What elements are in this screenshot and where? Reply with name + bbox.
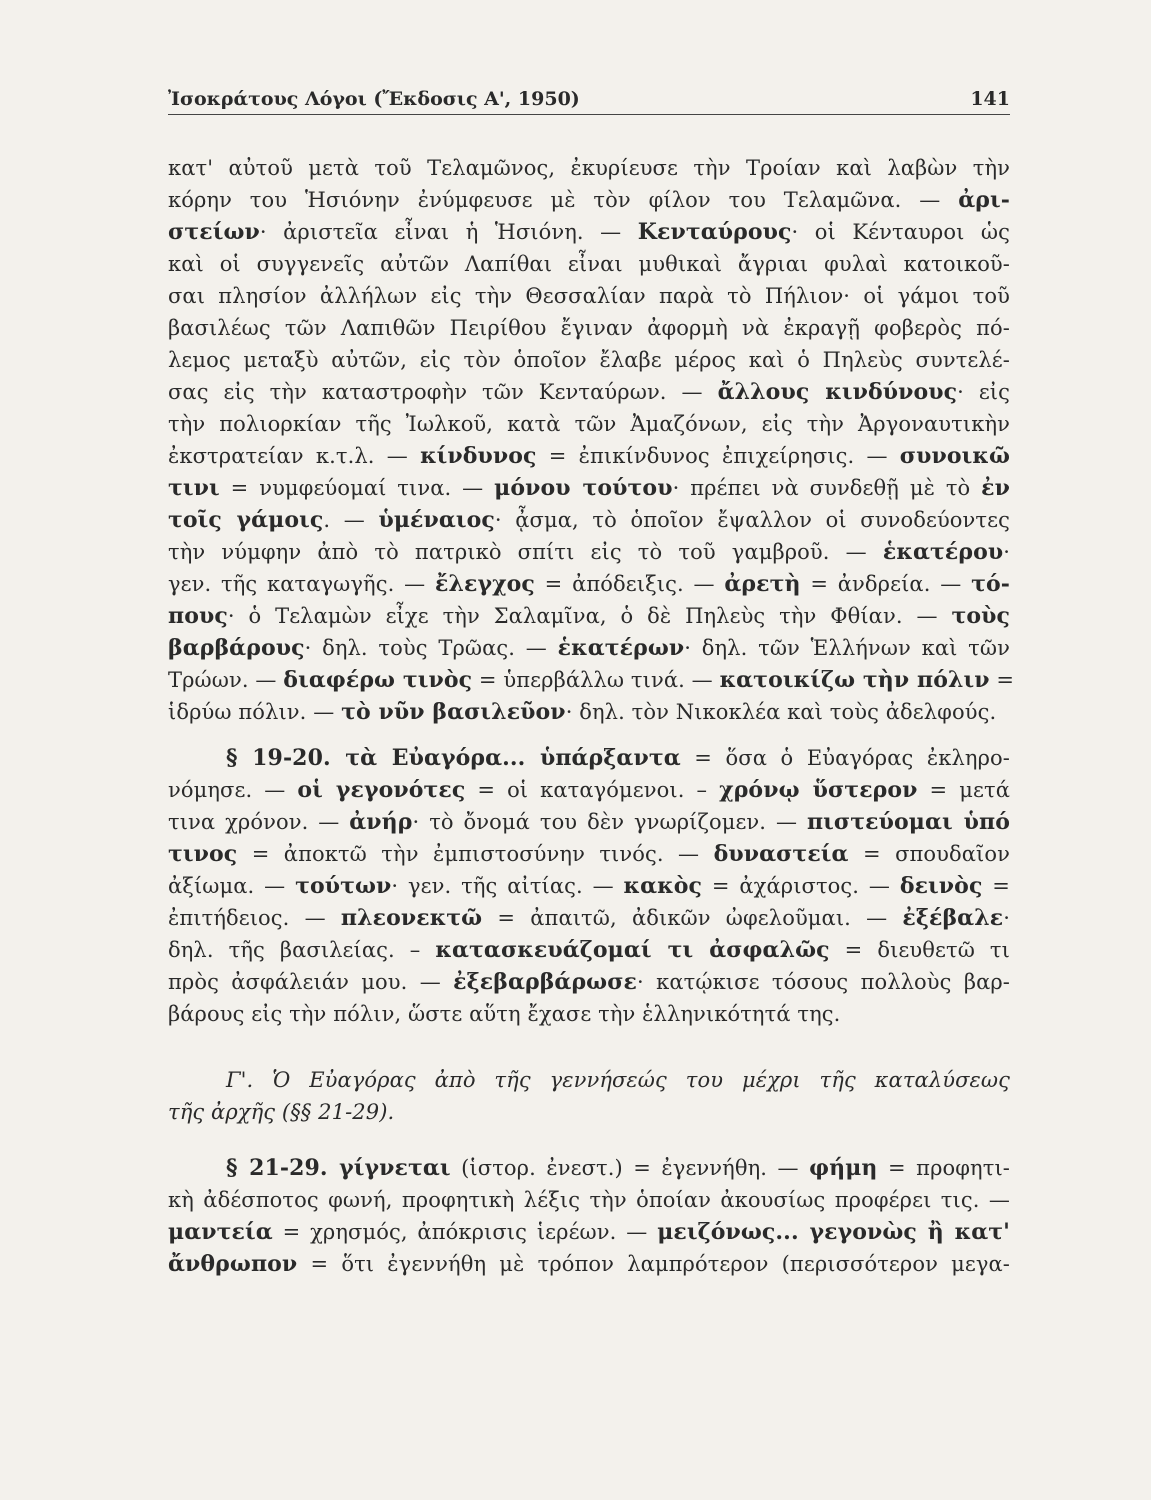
text-line: πους· ὁ Τελαμὼν εἶχε τὴν Σαλαμῖνα, ὁ δὲ Πηλεὺς τὴν Φθίαν. — τοὺς (168, 603, 1010, 629)
text-line: γεν. τῆς καταγωγῆς. — ἔλεγχος = ἀπόδειξις. — ἀρετὴ = ἀνδρεία. — τό- (168, 571, 1010, 597)
text-line: τοῖς γάμοις. — ὑμέναιος· ᾆσμα, τὸ ὁποῖον ἔψαλλον οἱ συνοδεύοντες (168, 507, 1010, 533)
header-title: Ἰσοκράτους Λόγοι (Ἔκδοσις Α', 1950) (168, 88, 580, 110)
text-line: βαρβάρους· δηλ. τοὺς Τρῶας. — ἑκατέρων· δηλ. τῶν Ἑλλήνων καὶ τῶν (168, 635, 1010, 661)
text-line: σαι πλησίον ἀλλήλων εἰς τὴν Θεσσαλίαν παρὰ τὸ Πήλιον· οἱ γάμοι τοῦ (168, 284, 1010, 308)
text-line: καὶ οἱ συγγενεῖς αὐτῶν Λαπίθαι εἶναι μυθικαὶ ἄγριαι φυλαὶ κατοικοῦ- (168, 252, 1010, 276)
text-line: κατ' αὐτοῦ μετὰ τοῦ Τελαμῶνος, ἐκυρίευσε τὴν Τροίαν καὶ λαβὼν τὴν (168, 156, 1010, 180)
text-line: τινι = νυμφεύομαί τινα. — μόνου τούτου· πρέπει νὰ συνδεθῇ μὲ τὸ ἐν (168, 475, 1010, 501)
text-line: μαντεία = χρησμός, ἀπόκρισις ἱερέων. — μειζόνως... γεγονὼς ἢ κατ' (168, 1219, 1010, 1245)
section-heading: τῆς ἀρχῆς (§§ 21-29). (168, 1100, 395, 1124)
text-line: τινος = ἀποκτῶ τὴν ἐμπιστοσύνην τινός. — δυναστεία = σπουδαῖον (168, 841, 1010, 867)
text-line: ἄνθρωπον = ὅτι ἐγεννήθη μὲ τρόπον λαμπρότερον (περισσότερον μεγα- (168, 1251, 1010, 1277)
text-line: ἐκστρατείαν κ.τ.λ. — κίνδυνος = ἐπικίνδυνος ἐπιχείρησις. — συνοικῶ (168, 443, 1010, 469)
text-line: κὴ ἀδέσποτος φωνή, προφητικὴ λέξις τὴν ὁποίαν ἀκουσίως προφέρει τις. — (168, 1188, 1010, 1212)
text-line: ἀξίωμα. — τούτων· γεν. τῆς αἰτίας. — κακὸς = ἀχάριστος. — δεινὸς = (168, 873, 1010, 899)
text-line: τινα χρόνον. — ἀνήρ· τὸ ὄνομά του δὲν γνωρίζομεν. — πιστεύομαι ὑπό (168, 809, 1010, 835)
text-line: τὴν πολιορκίαν τῆς Ἰωλκοῦ, κατὰ τῶν Ἀμαζόνων, εἰς τὴν Ἀργοναυτικὴν (168, 412, 1010, 436)
text-line: νόμησε. — οἱ γεγονότες = οἱ καταγόμενοι. – χρόνῳ ὕστερον = μετά (168, 777, 1010, 803)
text-line: στείων· ἀριστεῖα εἶναι ἡ Ἡσιόνη. — Κενταύρους· οἱ Κένταυροι ὡς (168, 219, 1010, 245)
text-line: πρὸς ἀσφάλειάν μου. — ἐξεβαρβάρωσε· κατῴκισε τόσους πολλοὺς βαρ- (168, 969, 1010, 995)
text-line: λεμος μεταξὺ αὐτῶν, εἰς τὸν ὁποῖον ἔλαβε μέρος καὶ ὁ Πηλεὺς συντελέ- (168, 348, 1010, 372)
text-line: ἐπιτήδειος. — πλεονεκτῶ = ἀπαιτῶ, ἀδικῶν ὠφελοῦμαι. — ἐξέβαλε· (168, 905, 1010, 931)
page-number: 141 (970, 88, 1010, 110)
text-line: σας εἰς τὴν καταστροφὴν τῶν Κενταύρων. — ἄλλους κινδύνους· εἰς (168, 379, 1010, 405)
text-line: Τρώων. — διαφέρω τινὸς = ὑπερβάλλω τινά. — κατοικίζω τὴν πόλιν = (168, 667, 1015, 693)
text-line: δηλ. τῆς βασιλείας. – κατασκευάζομαί τι ἀσφαλῶς = διευθετῶ τι (168, 937, 1010, 963)
text-line: § 19-20. τὰ Εὐαγόρα... ὑπάρξαντα = ὅσα ὁ Εὐαγόρας ἐκληρο- (226, 745, 1010, 771)
text-line: βάρους εἰς τὴν πόλιν, ὥστε αὕτη ἔχασε τὴν ἑλληνικότητά της. (168, 1002, 841, 1026)
section-heading: Γ'. Ὁ Εὐαγόρας ἀπὸ τῆς γεννήσεώς του μέχρι τῆς καταλύσεως (226, 1068, 1010, 1092)
text-line: κόρην του Ἡσιόνην ἐνύμφευσε μὲ τὸν φίλον του Τελαμῶνα. — ἀρι- (168, 187, 1010, 213)
text-line: ἱδρύω πόλιν. — τὸ νῦν βασιλεῦον· δηλ. τὸν Νικοκλέα καὶ τοὺς ἀδελφούς. (168, 699, 997, 725)
text-line: βασιλέως τῶν Λαπιθῶν Πειρίθου ἔγιναν ἀφορμὴ νὰ ἐκραγῇ φοβερὸς πό- (168, 316, 1010, 340)
running-header (168, 88, 1010, 115)
text-line: τὴν νύμφην ἀπὸ τὸ πατρικὸ σπίτι εἰς τὸ τοῦ γαμβροῦ. — ἑκατέρου· (168, 539, 1010, 565)
text-line: § 21-29. γίγνεται (ἱστορ. ἐνεστ.) = ἐγεννήθη. — φήμη = προφητι- (226, 1155, 1010, 1181)
